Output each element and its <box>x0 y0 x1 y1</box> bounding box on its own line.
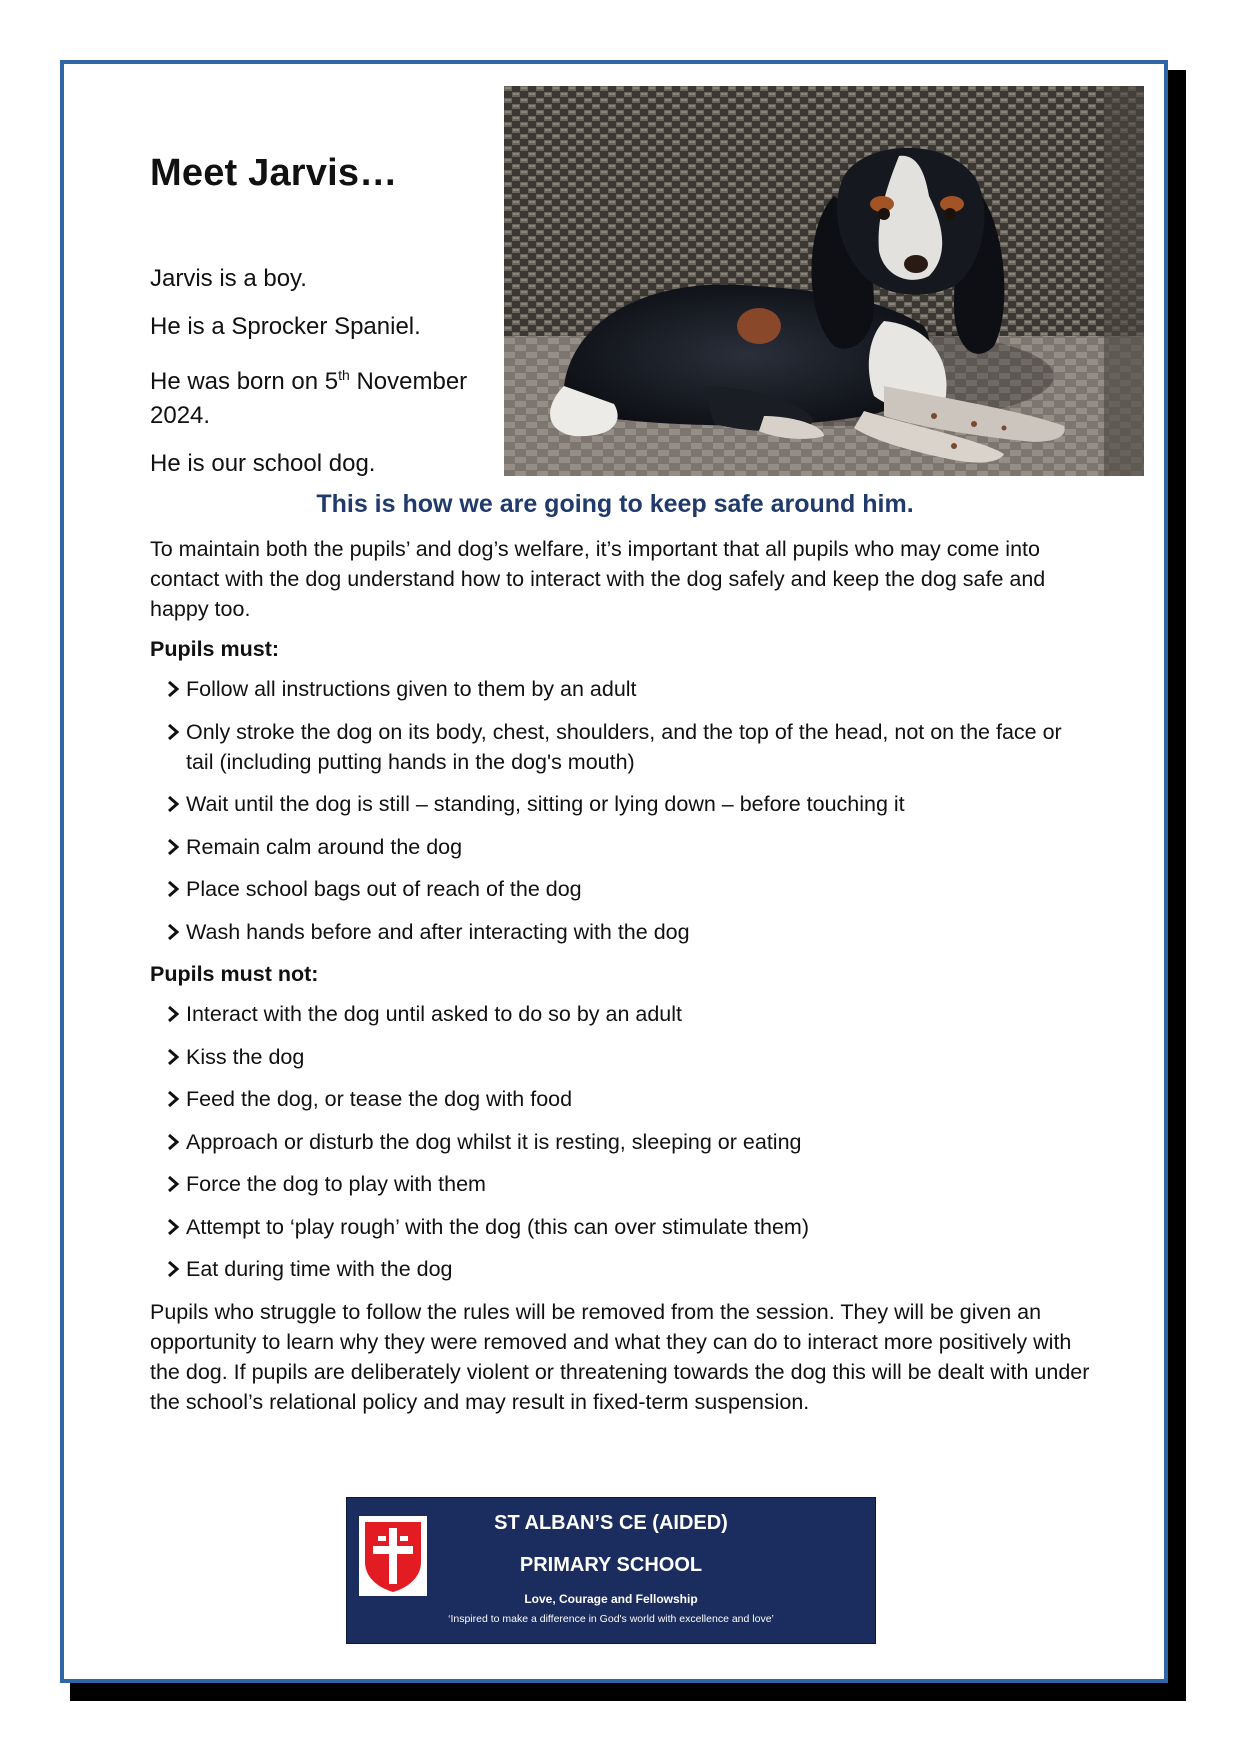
chevron-right-icon <box>166 1212 186 1242</box>
must-not-list <box>150 999 1090 1284</box>
list-item: Wash hands before and after interacting with the dog <box>166 917 1090 947</box>
chevron-right-icon <box>166 789 186 819</box>
dog-photo <box>504 86 1144 476</box>
list-item: Follow all instructions given to them by an adult <box>166 674 1090 704</box>
must-heading: Pupils must: <box>150 637 280 661</box>
intro-line-2: He is a Sprocker Spaniel. <box>150 313 421 340</box>
chevron-right-icon <box>166 832 186 862</box>
list-item: Kiss the dog <box>166 1042 1090 1072</box>
list-item: Eat during time with the dog <box>166 1254 1090 1284</box>
chevron-right-icon <box>166 674 186 704</box>
intro-facts <box>150 262 480 495</box>
school-name-line-2: PRIMARY SCHOOL <box>519 1554 703 1576</box>
school-motto: Love, Courage and Fellowship <box>524 1592 698 1606</box>
list-item: Feed the dog, or tease the dog with food <box>166 1084 1090 1114</box>
rules-body <box>150 534 1090 1427</box>
intro-line-4: He is our school dog. <box>150 450 376 477</box>
list-item: Wait until the dog is still – standing, sitting or lying down – before touching it <box>166 789 1090 819</box>
chevron-right-icon <box>166 1084 186 1114</box>
list-item: Place school bags out of reach of the dog <box>166 874 1090 904</box>
closing-paragraph: Pupils who struggle to follow the rules will be removed from the session. They will be given an opportunity to learn why they were removed and what they can do to interact more positively with the dog. If pupils are deliberately violent or threatening towards the dog this will be dealt with under the school’s relational policy and may result in fixed-term suspension. <box>150 1299 1090 1414</box>
chevron-right-icon <box>166 999 186 1029</box>
chevron-right-icon <box>166 1169 186 1199</box>
page-title: Meet Jarvis… <box>150 152 398 194</box>
school-vision: ‘Inspired to make a difference in God's world with excellence and love’ <box>448 1613 774 1625</box>
chevron-right-icon <box>166 1254 186 1284</box>
intro-line-1: Jarvis is a boy. <box>150 265 307 292</box>
school-logo-banner <box>346 1497 876 1644</box>
chevron-right-icon <box>166 1042 186 1072</box>
chevron-right-icon <box>166 874 186 904</box>
list-item: Force the dog to play with them <box>166 1169 1090 1199</box>
must-list <box>150 674 1090 947</box>
chevron-right-icon <box>166 717 186 747</box>
intro-line-3: He was born on 5th November 2024. <box>150 367 468 429</box>
chevron-right-icon <box>166 1127 186 1157</box>
list-item: Only stroke the dog on its body, chest, shoulders, and the top of the head, not on the face or tail (including putting hands in the dog's mouth) <box>166 717 1090 777</box>
must-not-heading: Pupils must not: <box>150 962 319 986</box>
list-item: Remain calm around the dog <box>166 832 1090 862</box>
list-item: Approach or disturb the dog whilst it is resting, sleeping or eating <box>166 1127 1090 1157</box>
safety-subheading: This is how we are going to keep safe around him. <box>316 490 914 518</box>
list-item: Attempt to ‘play rough’ with the dog (this can over stimulate them) <box>166 1212 1090 1242</box>
school-name-line-1: ST ALBAN’S CE (AIDED) <box>494 1512 728 1534</box>
list-item: Interact with the dog until asked to do so by an adult <box>166 999 1090 1029</box>
chevron-right-icon <box>166 917 186 947</box>
welfare-paragraph: To maintain both the pupils’ and dog’s welfare, it’s important that all pupils who may come into contact with the dog understand how to interact with the dog safely and keep the dog safe and happy too. <box>150 537 1046 621</box>
